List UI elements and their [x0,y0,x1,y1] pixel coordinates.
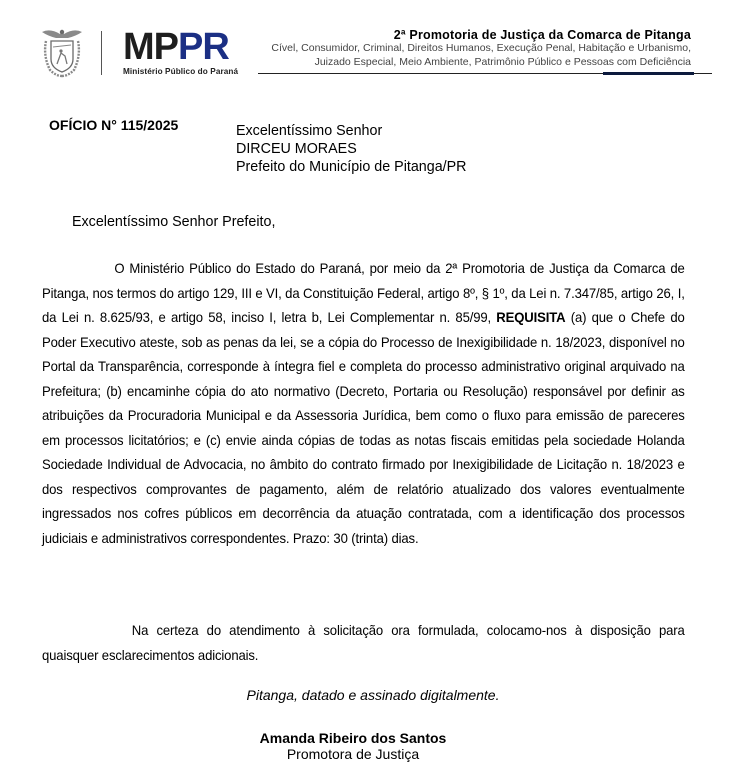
header-accent-bar [603,72,694,75]
logo-subtitle: Ministério Público do Paraná [123,67,239,76]
signer-name: Amanda Ribeiro dos Santos [259,730,447,746]
paragraph1-intro: O Ministério Público do Estado do Paraná, por meio da 2ª Promotoria de Justiça da Comarca de Pitanga, nos termos do artigo 129, III e VI, da Constituição Federal, artigo 8º, § 1º, da Lei n. 7.347/85, artigo 26, I, da Lei n. 8.625/93, e artigo 58, inciso I, letra b, Lei Complementar n. 85/99, [42,261,685,325]
paragraph1-keyword: REQUISITA [496,310,566,325]
letter-number: OFÍCIO N° 115/2025 [49,117,179,133]
salutation: Excelentíssimo Senhor Prefeito, [72,214,276,230]
office-areas-line1: Cível, Consumidor, Criminal, Direitos Humanos, Execução Penal, Habitação e Urbanismo, [271,42,691,54]
office-areas-line2: Juizado Especial, Meio Ambiente, Patrimônio Público e Pessoas com Deficiência [314,56,691,68]
addressee-block [236,122,466,176]
closing-line: Pitanga, datado e assinado digitalmente. [246,687,500,703]
mppr-logo [123,27,229,67]
addressee-treatment: Excelentíssimo Senhor [236,123,383,139]
addressee-title: Prefeito do Município de Pitanga/PR [236,159,467,175]
logo-divider [101,31,102,75]
signer-role: Promotora de Justiça [286,746,420,762]
logo-pr: PR [178,26,229,68]
logo-mp: MP [123,26,178,68]
paragraph1-requests: (a) que o Chefe do Poder Executivo ateste, sob as penas da lei, se a cópia do Processo de Inexigibilidade n. 18/2023, disponível no Portal da Transparência, corresponde à íntegra fiel e completa do processo administrativo original arquivado na Prefeitura; (b) encaminhe cópia do ato normativo (Decreto, Portaria ou Resolução) responsável por definir as atribuições da Procuradoria Municipal e da Assessoria Jurídica, bem como o fluxo para emissão de pareceres em processos licitatórios; e (c) envie ainda cópias de todas as notas fiscais emitidas pela sociedade Holanda Sociedade Individual de Advocacia, no âmbito do contrato firmado por Inexigibilidade de Licitação n. 18/2023 e dos respectivos comprovantes de pagamento, além de relatório atualizado dos valores eventualmente ingressados nos cofres públicos em decorrência da atuação contratada, com a identificação dos processos judiciais e administrativos correspondentes. Prazo: 30 (trinta) dias. [42,310,685,546]
body-paragraph-2: Na certeza do atendimento à solicitação ora formulada, colocamo-nos à disposição para quaisquer esclarecimentos adicionais. [42,623,685,663]
coat-of-arms-icon [38,26,86,80]
parana-coat-of-arms-logo [38,26,86,80]
body-paragraph-1 [42,257,685,551]
addressee-name: DIRCEU MORAES [236,141,357,157]
office-title: 2ª Promotoria de Justiça da Comarca de Pitanga [393,28,691,42]
